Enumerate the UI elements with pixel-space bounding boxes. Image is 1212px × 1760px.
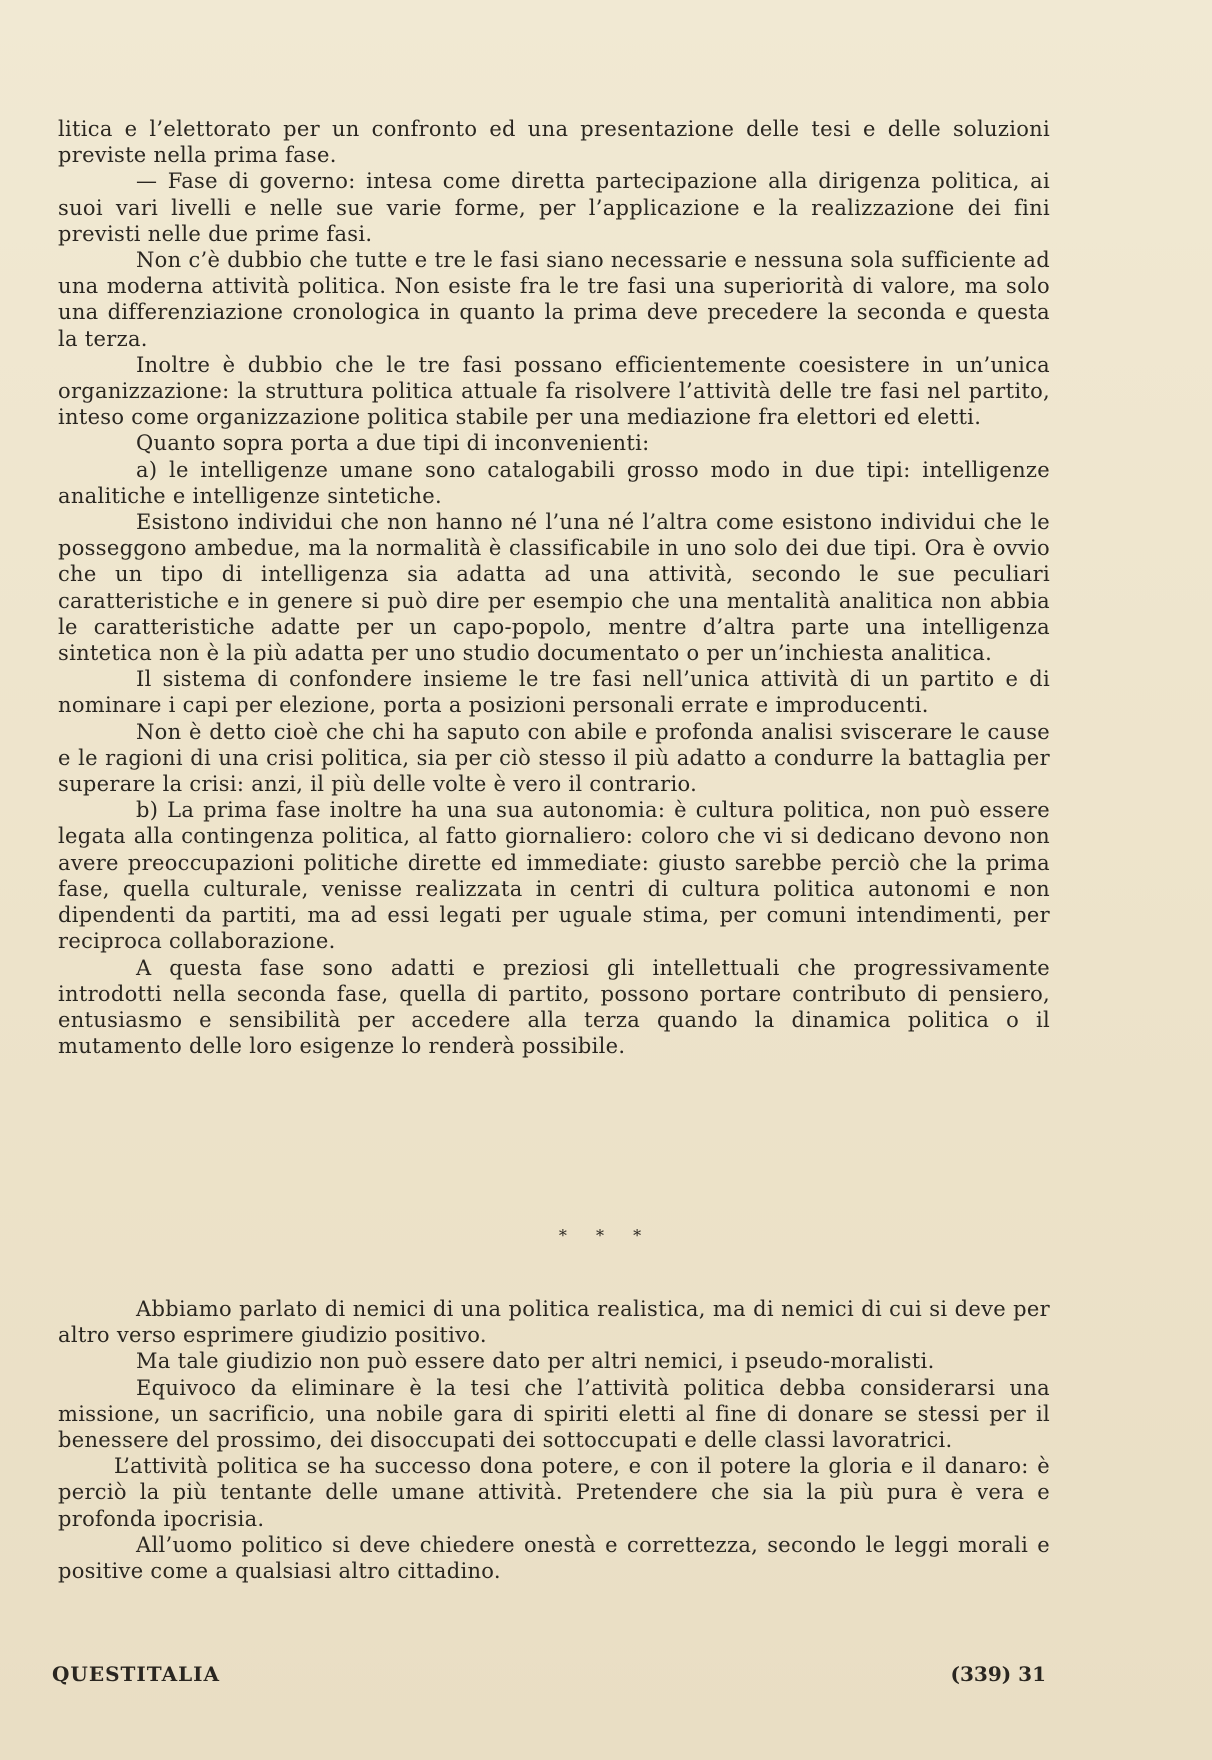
paragraph: A questa fase sono adatti e preziosi gli intellettuali che progressivamente introdotti nella seconda fase, quella di partito, possono portare contributo di pensiero, entusiasmo e sensibilità per accedere alla terza quando la dinamica politica o il mutamento delle loro esigenze lo renderà possibile. <box>58 955 1050 1059</box>
journal-name: QUESTITALIA <box>52 1662 221 1686</box>
paragraph: L’attività politica se ha successo dona potere, e con il potere la gloria e il danaro: è perciò la più tentante delle umane attività. Pretendere che sia la più pura è vera e profonda ipocrisia. <box>58 1454 1050 1531</box>
paragraph: Non c’è dubbio che tutte e tre le fasi siano necessarie e nessuna sola sufficiente ad una moderna attività politica. Non esiste fra le tre fasi una superiorità di valore, ma solo una differenziazione cronologica in quanto la prima deve precedere la seconda e questa la terza. <box>58 248 1050 351</box>
paragraph: All’uomo politico si deve chiedere onestà e correttezza, secondo le leggi morali e positive come a qualsiasi altro cittadino. <box>58 1532 1050 1584</box>
paragraph: b) La prima fase inoltre ha una sua autonomia: è cultura politica, non può essere legata alla contingenza politica, al fatto giornaliero: coloro che vi si dedicano devono non avere preoccupazioni politiche dirette ed immediate: giusto sarebbe perciò che la prima fase, quella culturale, venisse realizzata in centri di cultura politica autonomi e non dipendenti da partiti, ma ad essi legati per uguale stima, per comuni intendimenti, per reciproca collaborazione. <box>58 798 1050 954</box>
paragraph: a) le intelligenze umane sono catalogabili grosso modo in due tipi: intelligenze analitiche e intelligenze sintetiche. <box>58 457 1050 508</box>
paragraph: Abbiamo parlato di nemici di una politica realistica, ma di nemici di cui si deve per altro verso esprimere giudizio positivo. <box>58 1297 1050 1348</box>
second-section-text-block <box>58 1296 1050 1584</box>
paragraph: Il sistema di confondere insieme le tre fasi nell’unica attività di un partito e di nominare i capi per elezione, porta a posizioni personali errate e improducenti. <box>58 667 1050 718</box>
paragraph: — Fase di governo: intesa come diretta partecipazione alla dirigenza politica, ai suoi vari livelli e nelle sue varie forme, per l’applicazione e la realizzazione dei fini previsti nelle due prime fasi. <box>58 169 1050 246</box>
paragraph: litica e l’elettorato per un confronto ed una presentazione delle tesi e delle soluzioni previste nella prima fase. <box>58 117 1050 168</box>
paragraph: Non è detto cioè che chi ha saputo con abile e profonda analisi sviscerare le cause e le ragioni di una crisi politica, sia per ciò stesso il più adatto a condurre la battaglia per superare la crisi: anzi, il più delle volte è vero il contrario. <box>58 719 1050 797</box>
paragraph: Ma tale giudizio non può essere dato per altri nemici, i pseudo-moralisti. <box>136 1349 935 1374</box>
paragraph: Inoltre è dubbio che le tre fasi possano efficientemente coesistere in un’unica organizzazione: la struttura politica attuale fa risolvere l’attività delle tre fasi nel partito, inteso come organizzazione politica stabile per una mediazione fra elettori ed eletti. <box>58 352 1050 430</box>
paragraph: Equivoco da eliminare è la tesi che l’attività politica debba considerarsi una missione, un sacrificio, una nobile gara di spiriti eletti al fine di donare se stessi per il benessere del prossimo, dei disoccupati dei sottoccupati e delle classi lavoratrici. <box>58 1375 1050 1453</box>
section-separator: * * * <box>558 1226 654 1245</box>
page-number: (339) 31 <box>950 1662 1046 1686</box>
paragraph: Esistono individui che non hanno né l’una né l’altra come esistono individui che le posseggono ambedue, ma la normalità è classificabile in uno solo dei due tipi. Ora è ovvio che un tipo di intelligenza sia adatta ad una attività, secondo le sue peculiari caratteristiche e in genere si può dire per esempio che una mentalità analitica non abbia le caratteristiche adatte per un capo-popolo, mentre d’altra parte una intelligenza sintetica non è la più adatta per uno studio documentato o per un’inchiesta analitica. <box>58 510 1050 666</box>
paragraph: Quanto sopra porta a due tipi di inconvenienti: <box>136 431 650 456</box>
main-text-block <box>58 116 1050 1059</box>
